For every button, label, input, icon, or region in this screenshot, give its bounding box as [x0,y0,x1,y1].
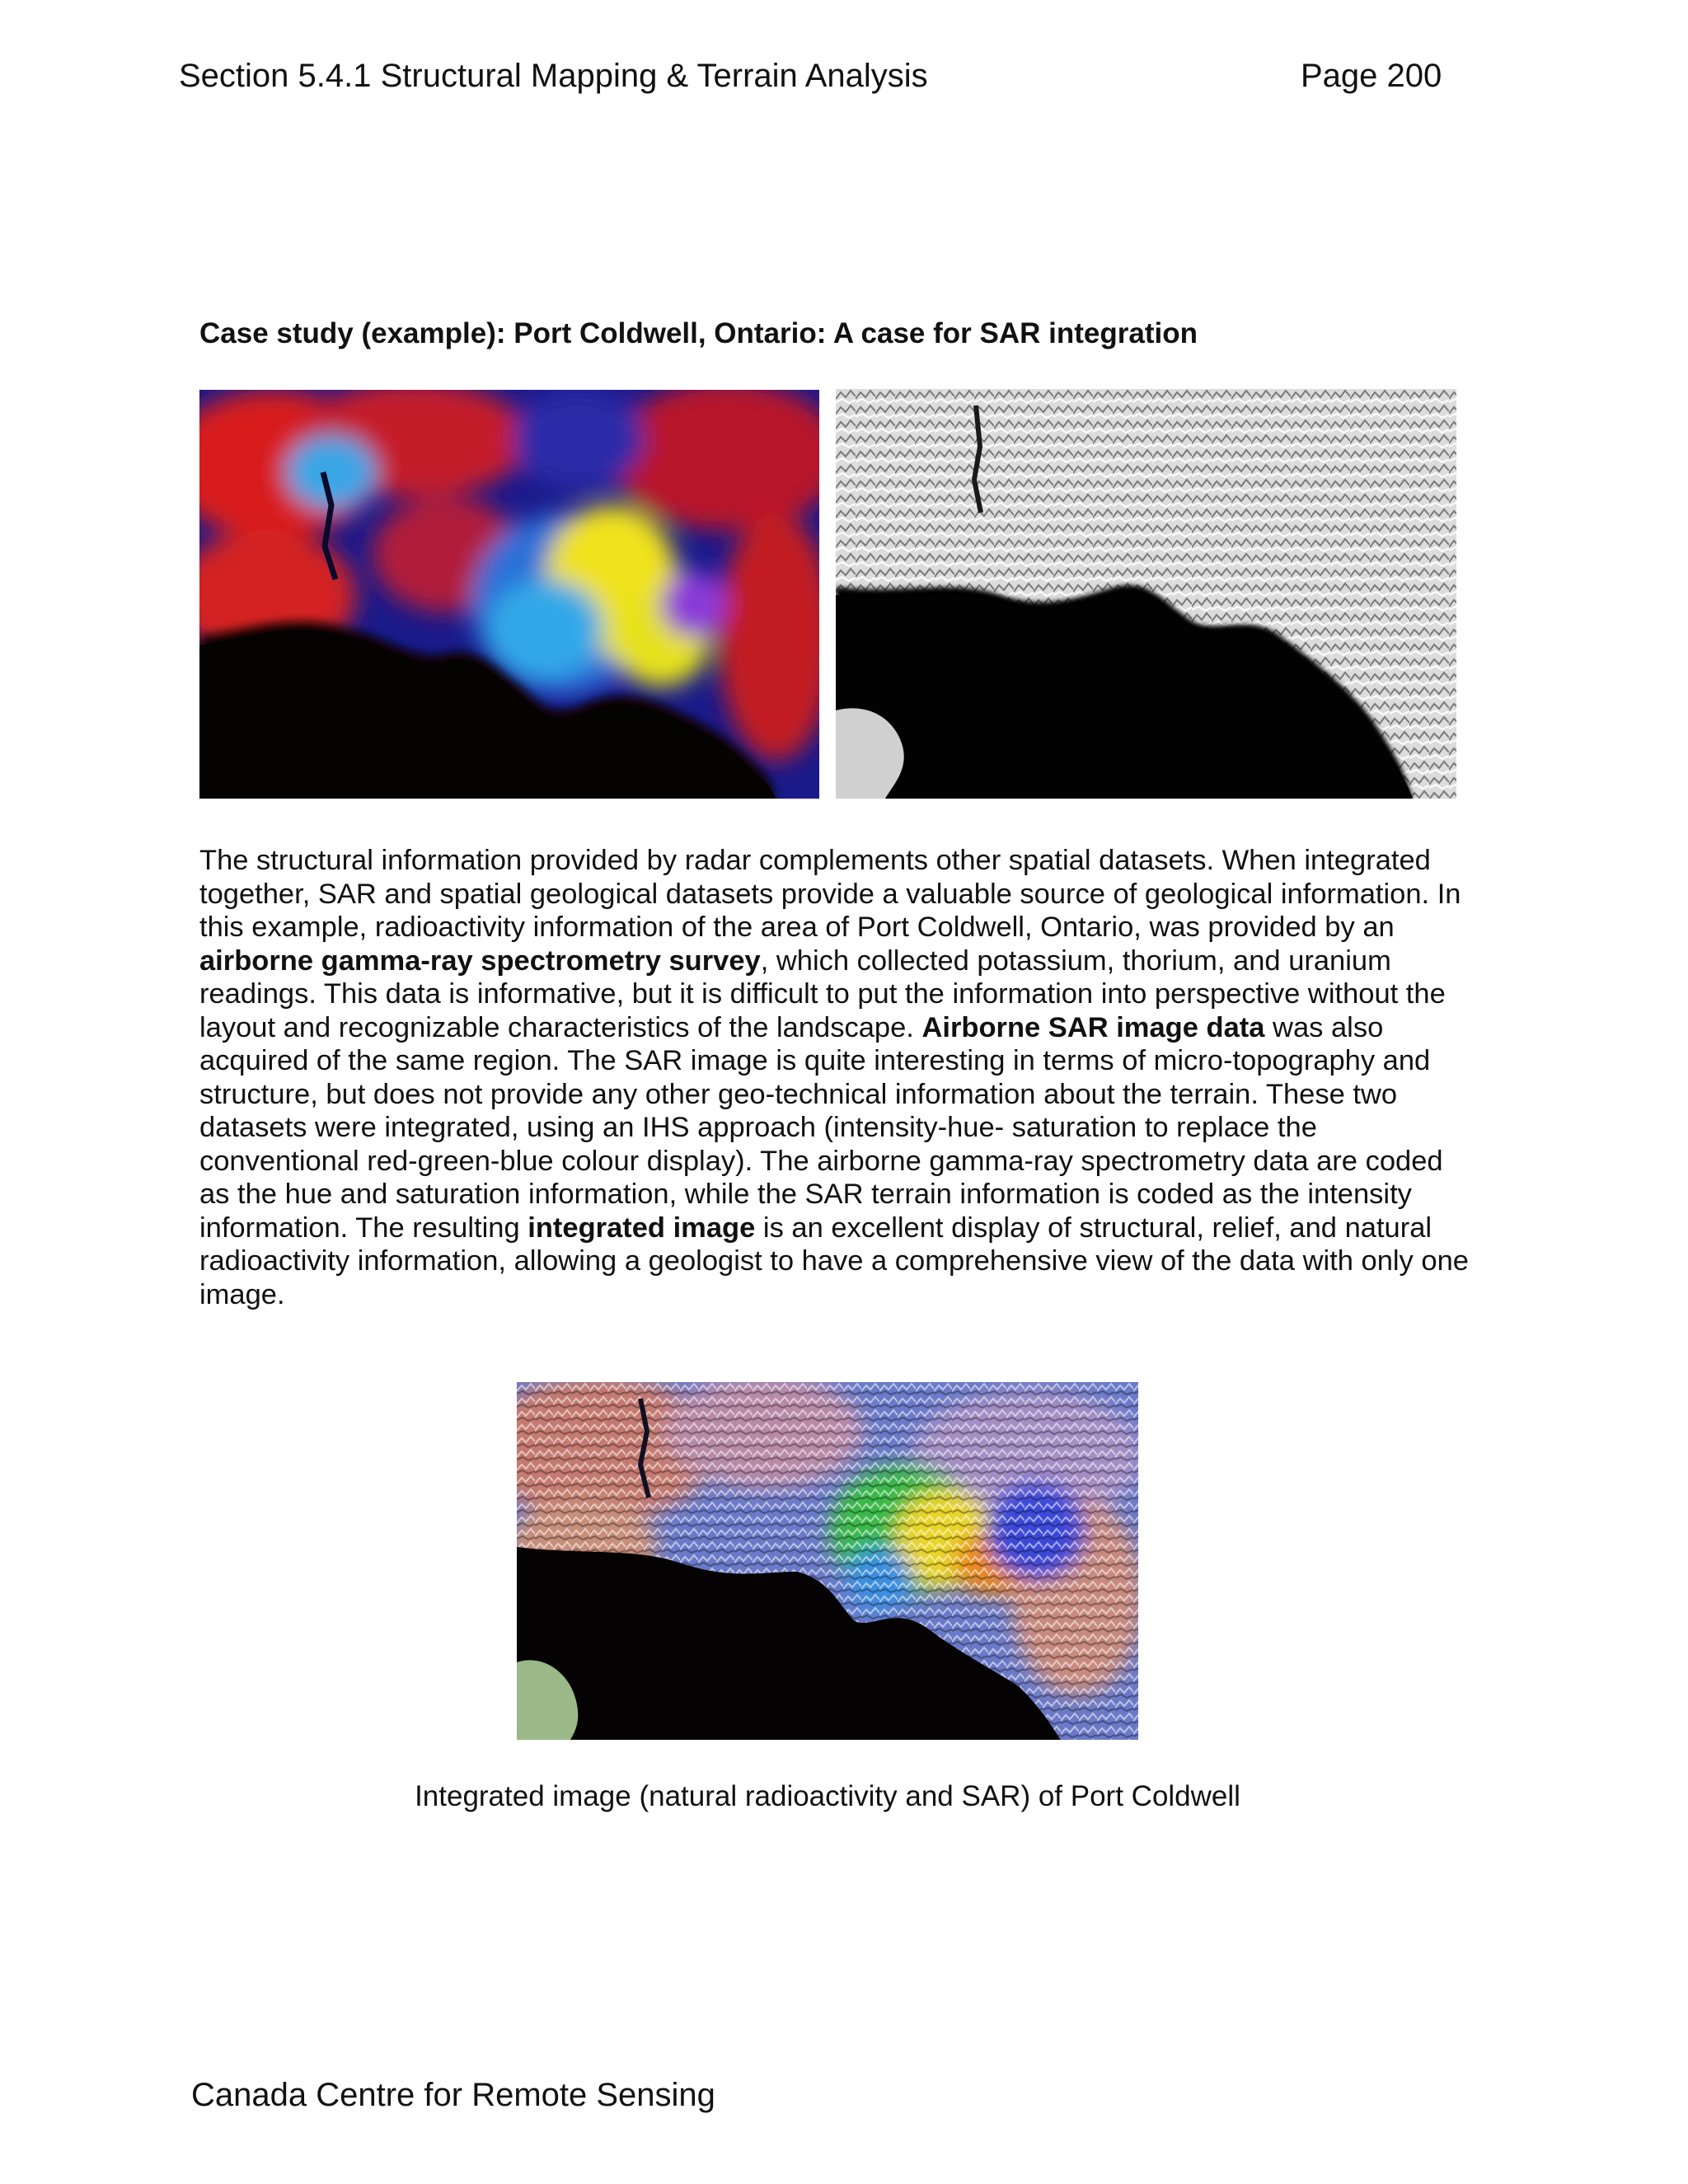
bold-term-airborne-sar: Airborne SAR image data [921,1011,1265,1043]
body-paragraph [199,844,1469,1311]
integrated-image-graphic [517,1382,1138,1740]
bold-term-integrated-image: integrated image [528,1212,756,1244]
page-number: Page 200 [1301,58,1442,94]
footer-organization: Canada Centre for Remote Sensing [191,2077,715,2113]
body-text-segment: is an excellent display of structural, relief, and natural radioactivity information, allowing a geologist to have a comprehensive view of the data with only one image. [199,1212,1469,1310]
body-text-segment: , which collected potassium, thorium, and uranium readings. This data is informative, but it is difficult to put the information into perspective without the layout and recognizable characteristics of the landscape. [199,944,1446,1043]
figure-caption: Integrated image (natural radioactivity and SAR) of Port Coldwell [415,1780,1240,1812]
integrated-ihs-image [517,1382,1138,1740]
bold-term-gamma-ray-survey: airborne gamma-ray spectrometry survey [199,944,761,977]
sar-image-graphic [836,389,1456,799]
airborne-sar-image [836,389,1456,799]
body-text-segment: The structural information provided by radar complements other spatial datasets. When integrated together, SAR and spatial geological datasets provide a valuable source of geological information. In this example, radioactivity information of the area of Port Coldwell, Ontario, was provided by an [199,845,1461,943]
gamma-ray-image-graphic [199,390,819,799]
case-study-title: Case study (example): Port Coldwell, Ontario: A case for SAR integration [199,317,1198,349]
gamma-ray-spectrometry-image [199,390,819,799]
section-title: Section 5.4.1 Structural Mapping & Terrain Analysis [179,58,928,94]
body-text-segment: was also acquired of the same region. The SAR image is quite interesting in terms of micro-topography and structure, but does not provide any other geo-technical information about the terrain. These two datasets were integrated, using an IHS approach (intensity-hue- saturation to replace the conventional red-green-blue colour display). The airborne gamma-ray spectrometry data are coded as the hue and saturation information, while the SAR terrain information is coded as the intensity information. The resulting [199,1011,1443,1244]
